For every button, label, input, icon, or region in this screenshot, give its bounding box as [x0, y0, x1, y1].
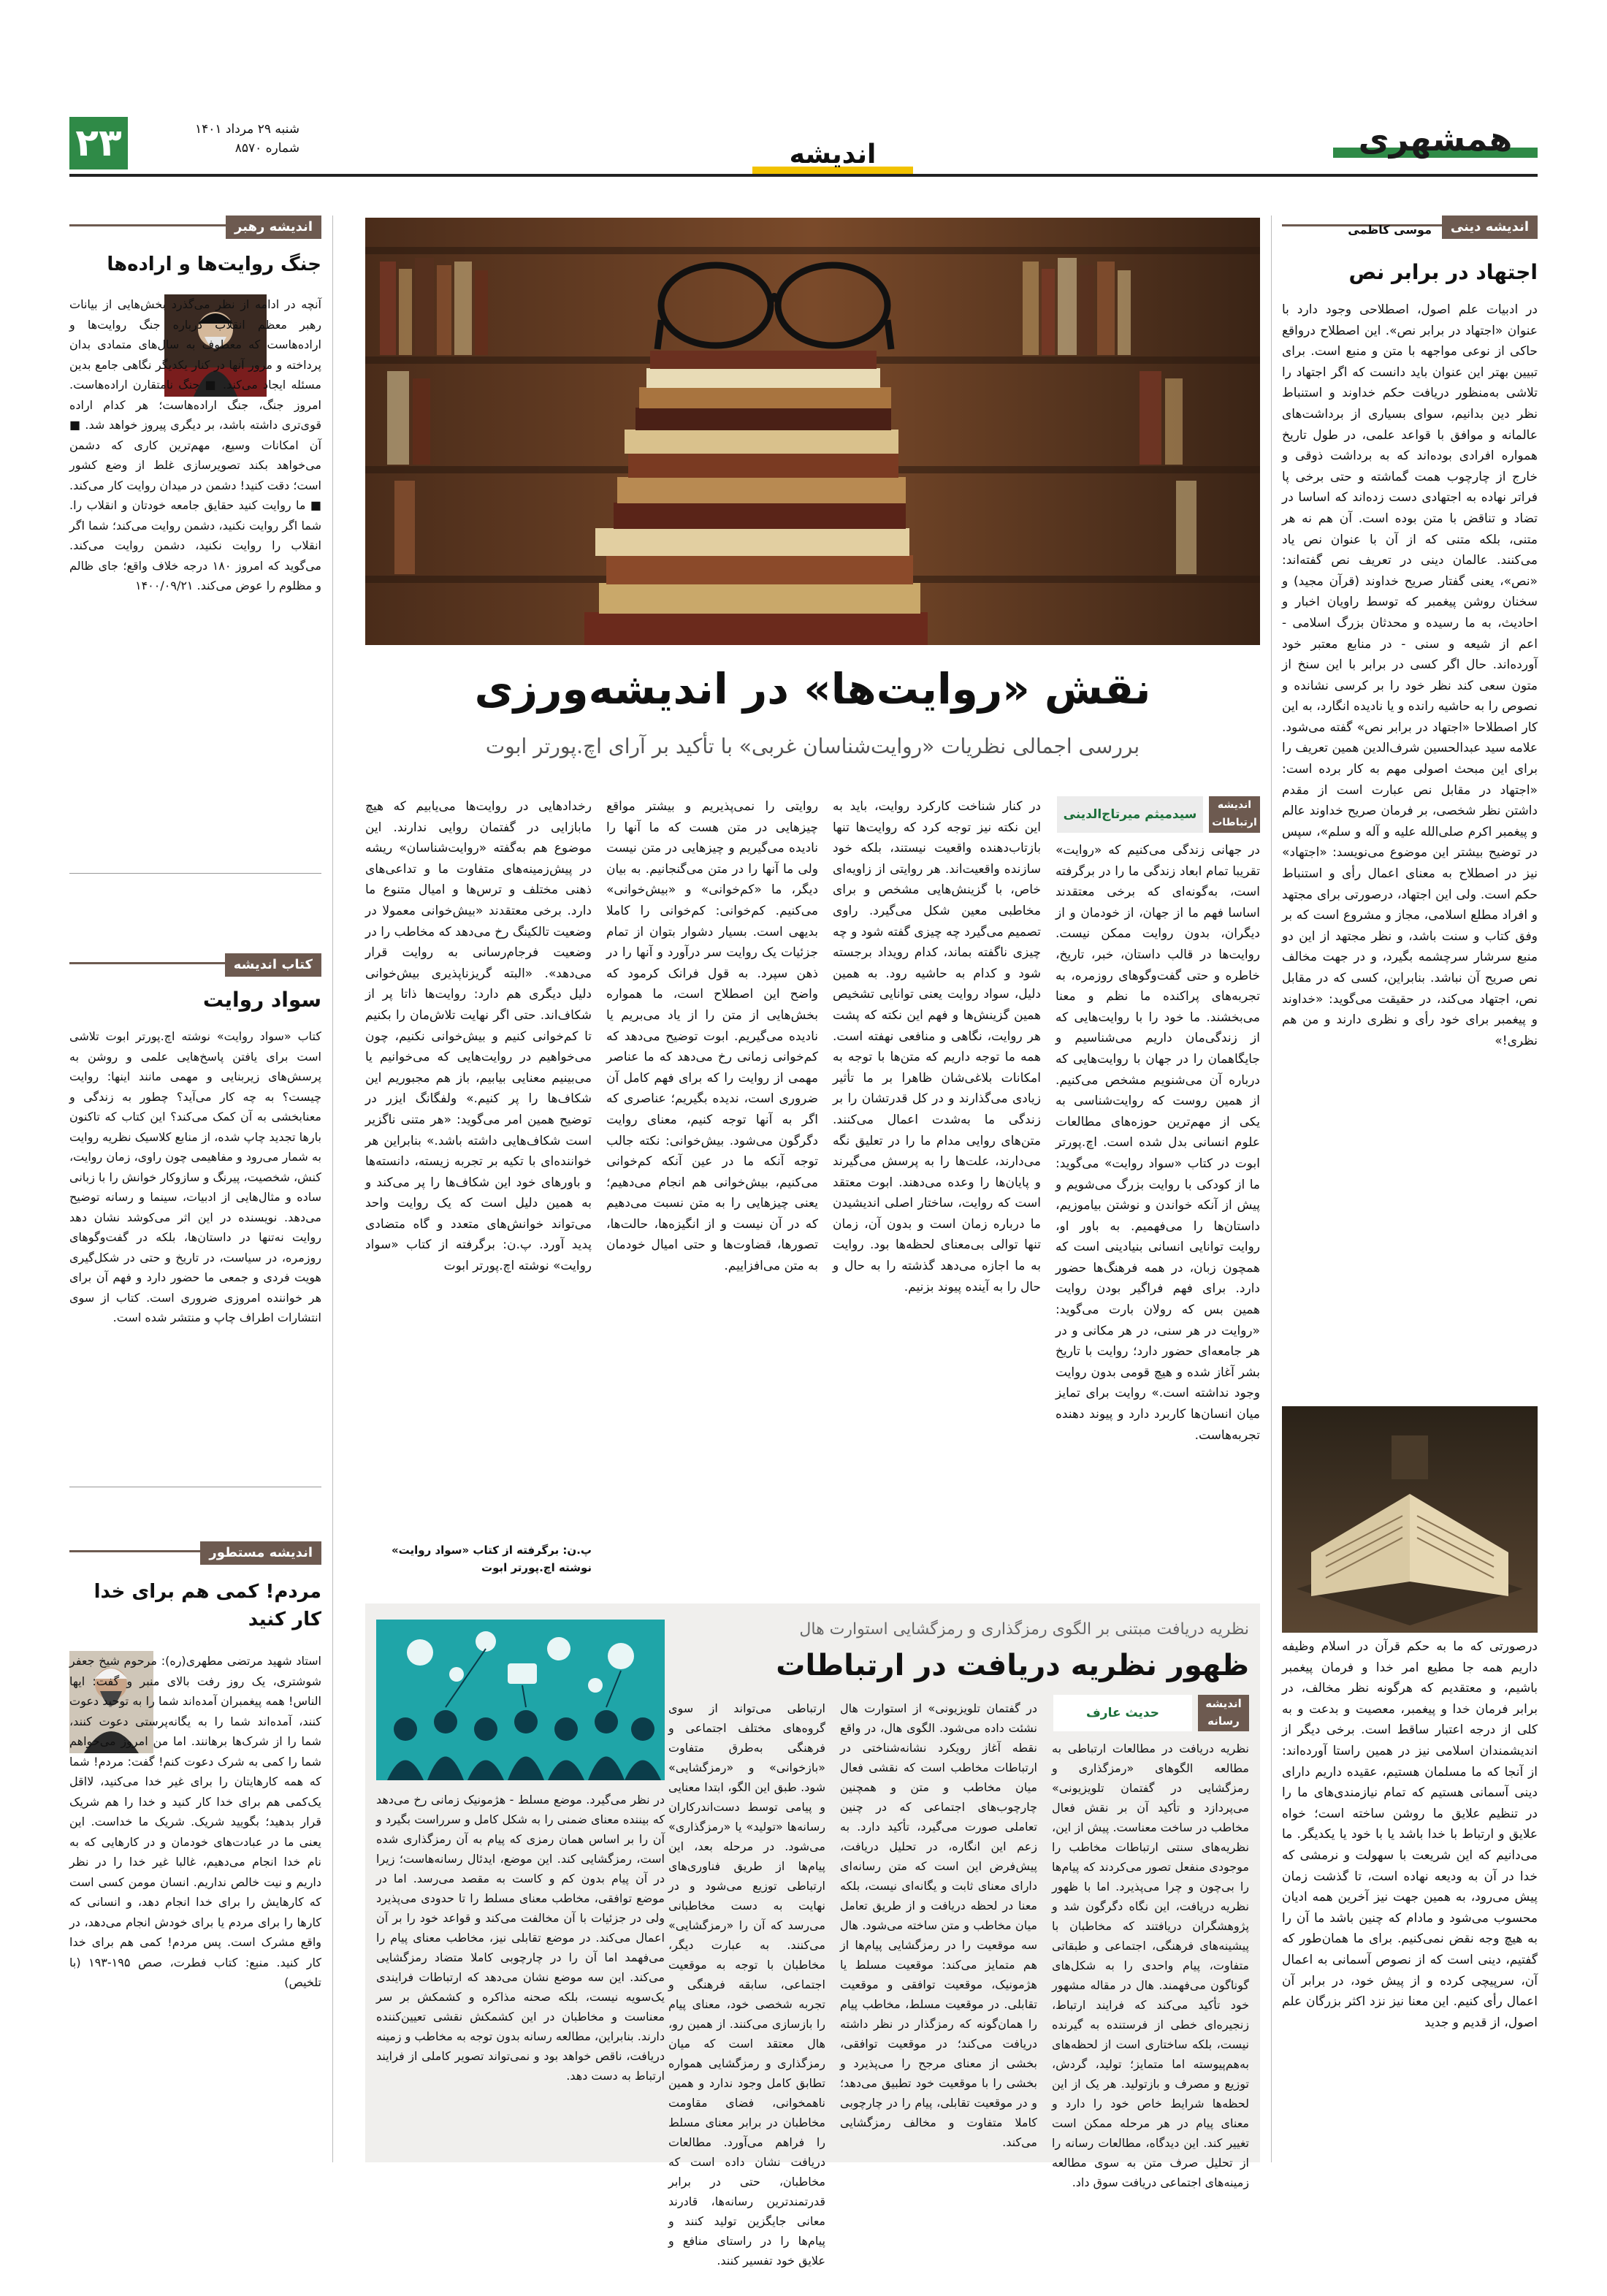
divider-right: [1271, 216, 1272, 2162]
bottom-kicker: اندیشه رسانه: [1198, 1695, 1249, 1731]
section-label: اندیشه: [789, 140, 877, 169]
lead-photo: [365, 218, 1260, 645]
audience-graphic: [376, 1620, 665, 1780]
right-title: اجتهاد در برابر نص: [1348, 260, 1538, 284]
lead-subtitle: بررسی اجمالی نظریات «روایت‌شناسان غربی» با تأکید بر آرای اچ.پورتر ابوت: [485, 734, 1140, 758]
right-body-2: درصورتی که ما به حکم قرآن در اسلام وظیفه داریم همه جا مطیع امر خدا و فرمان پیغمبر باشیم، و معتقدیم که هرگونه نظر مخالف، در برابر فرمان خدا و پیغمبر، معصیت و بدعت و به کلی از درجه اعتبار ساقط است. برخی دیگر از اندیشمندان اسلامی نیز در همین راستا آورده‌اند: از آنجا که ما مسلمان هستیم، عقیده داریم دارای دینی آسمانی هستیم که تمام نیازمندی‌های ما را در تنظیم علایق ما روشن ساخته است؛ خواه علایق و ارتباط با خدا باشد یا با خود یا یکدیگر. ما می‌دانیم که این شریعت با سهولت و نرمشی که خدا در آن به ودیعه نهاده است، تا گذشت زمان پیش می‌رود، به همین جهت نیز آخرین همه ادیان محسوب می‌شود و مادام که چنین باشد ما آن را به هیچ وجه نقض نمی‌کنیم. برای ما همان‌طور که گفتیم، دینی است که از نصوص آسمانی به اعمال آن، سرپیچی کرده و از پیش خود، در برابر آن اعمال رأی کنیم. این معنا نیز نزد اکثر بزرگان علم اصول، از قدیم و جدید: [1282, 1639, 1538, 2030]
right-body-1: در ادبیات علم اصول، اصطلاحی وجود دارد با عنوان «اجتهاد در برابر نص». این اصطلاح درواقع حاکی از نوعی مواجهه با متن و منبع است. برای تبیین بهتر این عنوان باید دانست که اگر اجتهاد را تلاشی به‌منظور دریافت حکم خداوند و استنباط نظر دین بدانیم، سوای بسیاری از برداشت‌های عالمانه و موافق با قواعد علمی، در طول تاریخ همواره افرادی بوده‌اند که به برداشت ذوقی و خارج از چارچوب همت گماشته و حتی برخی پا فراتر نهاده به اجتهادی دست زده‌اند که اساسا در تضاد و تناقض با متن بوده است. آن هم نه هر متنی، بلکه متنی که از آن با عنوان نص یاد می‌کنند. عالمان دینی در تعریف نص گفته‌اند: «نص»، یعنی گفتار صریح خداوند (قرآن مجید) و سخنان روشن پیغمبر که توسط راویان اخبار و احادیث، به ما رسیده و محدثان بزرگ اسلامی - اعم از شیعه و سنی - در منابع معتبر خود آورده‌اند. حال اگر کسی در برابر با این سنخ از متون سعی کند نظر خود را بر کرسی نشانده و نصوص را به حاشیه رانده و یا نادیده انگارد، به این کار اصطلاحا «اجتهاد در برابر نص» گفته می‌شود. علامه سید عبدالحسین شرف‌الدین همین تعریف را برای این مبحث اصولی مهم به کار برده است: «اجتهاد در مقابل نص عبارت است از مقدم داشتن نظر شخصی، بر فرمان صریح خداوند عالم و پیغمبر اکرم صلی‌الله علیه و آله و سلم»، سپس در توضیح بیشتر این موضوع می‌نویسد: «اجتهاد» نیز در اصطلاح به معنای اعمال رأی و استنباط حکم است. ولی این اجتهاد، درصورتی برای مجتهد و افراد مطلع اسلامی، مجاز و مشروع است که بر وفق کتاب و سنت باشد، و نظر مجتهد از این دو منبع سرشار سرچشمه بگیرد، و در جهت مخالف نص صریح آن نباشد. بنابراین، کسی که در مقابل نص، اجتهاد می‌کند، در حقیقت می‌گوید: «خداوند و پیغمبر برای خود رأی و نظری دارند و من هم نظری!»: [1282, 302, 1538, 1048]
divider-left: [332, 216, 333, 2162]
leader-kicker: اندیشه رهبر: [226, 216, 321, 239]
bottom-author: حدیث عارف: [1053, 1695, 1192, 1731]
mottahari-box: [69, 1541, 321, 2162]
bottom-col-3: ارتباطی می‌تواند از سوی گروه‌های مختلف اجتماعی و فرهنگی به‌طرق متفاوت «بازخوانی» و «رمزگشایی» شود. طبق این الگو، ابتدا معنایی و پیامی توسط دست‌اندرکاران رسانه‌ها «تولید» یا «رمزگذاری» می‌شود. در مرحله بعد، این پیام‌ها از طریق فناوری‌های ارتباطی توزیع می‌شود و در نهایت به دست مخاطبانی می‌رسد که آن را «رمزگشایی» می‌کنند. به عبارت دیگر، مخاطبان با توجه به موقعیت اجتماعی، سابقه فرهنگی و تجربه شخصی خود، معنای پیام را بازسازی می‌کنند. از همین رو، هال معتقد است که میان رمزگذاری و رمزگشایی همواره تطابق کامل وجود ندارد و همین ناهمخوانی، فضای مقاومت مخاطبان در برابر معنای مسلط را فراهم می‌آورد. مطالعات دریافت نشان داده است که مخاطبان، حتی در برابر قدرتمندترین رسانه‌ها، قادرند معانی جایگزین تولید کنند و پیام‌ها را در راستای منافع و علایق خود تفسیر کنند.: [668, 1701, 825, 2268]
mottahari-title: مردم! کمی هم برای خدا کار کنید: [93, 1581, 321, 1631]
mottahari-kicker: اندیشه مستطور: [200, 1541, 321, 1565]
bottom-title: ظهور نظریه دریافت در ارتباطات: [776, 1649, 1249, 1682]
lead-kicker: اندیشه ارتباطات: [1209, 796, 1260, 833]
bottom-overline: نظریه دریافت مبتنی بر الگوی رمزگذاری و رمزگشایی استوارت هال: [799, 1620, 1249, 1639]
page-number: ۲۳: [75, 121, 122, 165]
bottom-col-4: در نظر می‌گیرد. موضع مسلط - هژمونیک زمانی رخ می‌دهد که بیننده معنای ضمنی را به شکل کامل و سرراست بگیرد و آن را بر اساس همان رمزی که پیام به آن رمزگذاری شده است، رمزگشایی کند. این موضع، ایدئال رسانه‌هاست؛ زیرا در آن پیام بدون کم و کاست به مقصد می‌رسد. اما در موضع توافقی، مخاطب معنای مسلط را تا حدودی می‌پذیرد ولی در جزئیات با آن مخالفت می‌کند و قواعد خود را بر آن اعمال می‌کند. در موضع تقابلی نیز، مخاطب معنای پیام را می‌فهمد اما آن را در چارچوبی کاملا متضاد رمزگشایی می‌کند. این سه موضع نشان می‌دهد که ارتباطات فرایندی یک‌سویه نیست، بلکه صحنه مذاکره و کشمکش بر سر معناست و مخاطبان در این کشمکش نقشی تعیین‌کننده دارند. بنابراین، مطالعه رسانه بدون توجه به مخاطب و زمینه دریافت، ناقص خواهد بود و نمی‌تواند تصویر کاملی از فرایند ارتباط به دست دهد.: [376, 1793, 665, 2083]
quran-photo: [1282, 1406, 1538, 1633]
page-header: [0, 0, 1607, 190]
issue-info: [139, 120, 299, 158]
leader-title: جنگ روایت‌ها و اراده‌ها: [107, 253, 321, 275]
newspaper-logo: [1333, 115, 1538, 165]
page-number-box: [69, 117, 128, 169]
lead-byline: [1056, 796, 1260, 833]
lead-col-4: رخدادهایی در روایت‌ها می‌یابیم که هیچ مابازایی در گفتمان روایی ندارند. این موضوع هم به‌گفته «روایت‌شناسان» ریشه در پیش‌زمینه‌های متفاوت ما و تداعی‌های ذهنی مختلف و ترس‌ها و امیال متنوع ما دارد. برخی معتقدند «بیش‌خوانی معمولا در وضعیت تالکینگ رخ می‌دهد که مخاطب را در وضعیت فرجام‌رسانی به روایت قرار می‌دهد». «البته گریزناپذیری بیش‌خوانی دلیل دیگری هم دارد: روایت‌ها ذاتا پر از شکاف‌اند. حتی اگر نهایت تلاش‌مان را بکنیم تا کم‌خوانی کنیم و بیش‌خوانی نکنیم، چون می‌خواهیم در روایت‌هایی که می‌خوانیم یا می‌بینیم معنایی بیابیم، باز هم مجبوریم این شکاف‌ها را پر کنیم.» ولفگانگ ایزر در توضیح همین امر می‌گوید: «هر متنی ناگزیر است شکاف‌هایی داشته باشد.» بنابراین هر خواننده‌ای با تکیه بر تجربه زیسته، دانسته‌ها و باورهای خود این شکاف‌ها را پر می‌کند و به همین دلیل است که یک روایت واحد می‌تواند خوانش‌های متعدد و گاه متضادی پدید آورد. پ.ن: برگرفته از کتاب «سواد روایت» نوشته اچ.پورتر ابوت: [365, 799, 592, 1274]
books-image: [365, 218, 1260, 645]
lead-col-1: در جهانی زندگی می‌کنیم که «روایت» تقریبا تمام ابعاد زندگی ما را در برگرفته است، به‌گونه‌ای که برخی معتقدند اساسا فهم ما از جهان، از خودمان و از دیگران، بدون روایت ممکن نیست. روایت‌ها در قالب داستان، خبر، تاریخ، خاطره و حتی گفت‌وگوهای روزمره، به تجربه‌های پراکنده ما نظم و معنا می‌بخشند. ما خود را با روایت‌هایی که از زندگی‌مان داریم می‌شناسیم و جایگاهمان را در جهان با روایت‌هایی که درباره آن می‌شنویم مشخص می‌کنیم. از همین روست که روایت‌شناسی به یکی از مهم‌ترین حوزه‌های مطالعات علوم انسانی بدل شده است. اچ.پورتر ابوت در کتاب «سواد روایت» می‌گوید: ما از کودکی با روایت بزرگ می‌شویم و پیش از آنکه خواندن و نوشتن بیاموزیم، داستان‌ها را می‌فهمیم. به باور او، روایت توانایی انسانی بنیادینی است که همچون زبان، در همه فرهنگ‌ها حضور دارد. برای فهم فراگیر بودن روایت همین بس که رولان بارت می‌گوید: «روایت در هر سنی، در هر مکانی و در هر جامعه‌ای حضور دارد؛ روایت با تاریخ بشر آغاز شده و هیچ قومی بدون روایت وجود نداشته است.» روایت برای تمایز میان انسان‌ها کاربرد دارد و پیوند دهنده تجربه‌هاست.: [1056, 843, 1260, 1443]
mottahari-body: استاد شهید مرتضی مطهری(ره): مرحوم شیخ جعفر شوشتری، یک روز رفت بالای منبر و گفت: ایها الناس! همه پیغمبران آمده‌اند شما را به توحید دعوت کنند، آمده‌اند شما را به یگانه‌پرستی دعوت کنند، شما را از شرک‌ها برهانند. اما من امروز می‌خواهم شما را کمی به شرک دعوت کنم! گفت: مردم! شما که همه کارهایتان را برای غیر خدا می‌کنید، لااقل یک‌کمی هم برای خدا کار کنید و خدا را هم شریک قرار بدهید؛ بگویید شریک. شریک ما خداست. این یعنی ما در عبادت‌های خودمان و در کارهایی که به نام خدا انجام می‌دهیم، غالبا غیر خدا را در نظر داریم و نیت خالص نداریم. انسان مومن کسی است که کارهایش را برای خدا انجام دهد، و انسانی که کارها را برای مردم یا برای خودش انجام می‌دهد، در واقع مشرک است. پس مردم! کمی هم برای خدا کار کنید. منبع: کتاب فطرت، صص ۱۹۵-۱۹۳ (با تلخیص): [69, 1654, 322, 1989]
book-box: [69, 953, 321, 1457]
right-author: موسی کاظمی: [1348, 223, 1432, 237]
logo-text: همشهری: [1358, 119, 1513, 159]
issue-number: شماره ۸۵۷۰: [234, 141, 299, 156]
left-column: [69, 216, 321, 2162]
lead-title: نقش «روایت‌ها» در اندیشه‌ورزی: [474, 664, 1151, 714]
logo-graphic: [1333, 115, 1538, 165]
lead-col-2: در کنار شناخت کارکرد روایت، باید به این نکته نیز توجه کرد که روایت‌ها تنها بازتاب‌دهنده واقعیت نیستند، بلکه خود سازنده واقعیت‌اند. هر روایتی از زاویه‌ای خاص، با گزینش‌هایی مشخص و برای مخاطبی معین شکل می‌گیرد. راوی تصمیم می‌گیرد چه چیزی گفته شود و چه چیزی ناگفته بماند، کدام رویداد برجسته شود و کدام به حاشیه رود. به همین دلیل، سواد روایت یعنی توانایی تشخیص همین گزینش‌ها و فهم این نکته که پشت هر روایت، نگاهی و منافعی نهفته است. همه ما توجه داریم که متن‌ها با توجه به امکانات بلاغی‌شان ظاهرا بر ما تأثیر زیادی می‌گذارند و در کل قدرتشان را بر زندگی ما به‌شدت اعمال می‌کنند. متن‌های روایی مدام ما را در تعلیق نگه می‌دارند، علت‌ها را به پرسش می‌گیرند و پایان‌ها را وعده می‌دهند. ابوت معتقد است که روایت، ساختار اصلی اندیشیدن ما درباره زمان است و بدون آن، زمان تنها توالی بی‌معنای لحظه‌ها بود. روایت به ما اجازه می‌دهد گذشته را به حال و حال را به آینده پیوند بزنیم.: [833, 799, 1041, 1294]
issue-date: شنبه ۲۹ مرداد ۱۴۰۱: [195, 122, 299, 137]
quran-image: [1282, 1406, 1538, 1633]
people-illustration: [376, 1620, 665, 1780]
leader-body: آنچه در ادامه از نظر می‌گذرد بخش‌هایی از بیانات رهبر معظم انقلاب درباره جنگ روایت‌ها و اراده‌هاست که معطوف به سال‌های متمادی بدان پرداخته و مرور آنها در کنار یکدیگر نگاهی جامع بدین مسئله ایجاد می‌کند. ■ جنگ نامتقارن اراده‌هاست. امروز جنگ، جنگ اراده‌هاست؛ هر کدام اراده قوی‌تری داشته باشد، بر دیگری پیروز خواهد شد. ■ آن امکانات وسیع، مهم‌ترین کاری که دشمن می‌خواهد بکند تصویرسازی غلط از وضع کشور است؛ دقت کنید! دشمن در میدان روایت کار می‌کند. ■ ما روایت کنید حقایق جامعه خودتان و انقلاب را. شما اگر روایت نکنید، دشمن روایت می‌کند؛ شما اگر انقلاب را روایت نکنید، دشمن روایت می‌کند. می‌گوید که امروز ۱۸۰ درجه خلاف واقع؛ جای ظالم و مظلوم را عوض می‌کند. ۱۴۰۰/۰۹/۲۱: [69, 297, 321, 592]
book-title: سواد روایت: [202, 988, 321, 1012]
lead-author: سیدمیثم میرتاج‌الدینی: [1057, 796, 1203, 833]
lead-col-3: روایتی را نمی‌پذیریم و بیشتر مواقع چیزهایی در متن هست که ما آنها را نادیده می‌گیریم و چیزهایی در متن نیست ولی ما آنها را در متن می‌گنجانیم. به بیان دیگر، ما «کم‌خوانی» و «بیش‌خوانی» می‌کنیم. کم‌خوانی: کم‌خوانی را کاملا بدیهی است. بسیار دشوار بتوان از تمام جزئیات یک روایت سر درآورد و آنها را در ذهن سپرد. به قول فرانک کرمود که واضح این اصطلاح است، ما همواره بخش‌هایی از متن را از یاد می‌بریم یا نادیده می‌گیریم. ابوت توضیح می‌دهد که کم‌خوانی زمانی رخ می‌دهد که ما عناصر مهمی از روایت را که برای فهم کامل آن ضروری است، ندیده بگیریم؛ عناصری که اگر به آنها توجه کنیم، معنای روایت دگرگون می‌شود. بیش‌خوانی: نکته جالب توجه آنکه ما در عین آنکه کم‌خوانی می‌کنیم، بیش‌خوانی هم انجام می‌دهیم؛ یعنی چیزهایی را به متن نسبت می‌دهیم که در آن نیست و از انگیزه‌ها، حالت‌ها، تصورها، قضاوت‌ها و حتی امیال خودمان به متن می‌افزاییم.: [606, 799, 818, 1274]
lead-note: پ.ن: برگرفته از کتاب «سواد روایت» نوشته اچ.پورتر ابوت: [391, 1544, 592, 1574]
right-column: [1282, 216, 1538, 2162]
book-kicker: کتاب اندیشه: [225, 953, 321, 977]
right-kicker: اندیشه دینی: [1442, 216, 1538, 239]
bottom-col-1: نظریه دریافت در مطالعات ارتباطی به مطالعه الگوهای «رمزگذاری و رمزگشایی در گفتمان تلویزیونی» می‌پردازد و تأکید آن بر نقش فعال مخاطب در ساخت معناست. پیش از این، نظریه‌های سنتی ارتباطات مخاطب را موجودی منفعل تصور می‌کردند که پیام‌ها را بی‌چون و چرا می‌پذیرد. اما با ظهور نظریه دریافت، این نگاه دگرگون شد و پژوهشگران دریافتند که مخاطبان با پیشینه‌های فرهنگی، اجتماعی و طبقاتی متفاوت، پیام واحدی را به شکل‌های گوناگون می‌فهمند. هال در مقاله مشهور خود تأکید می‌کند که فرایند ارتباط، زنجیره‌ای خطی از فرستنده به گیرنده نیست، بلکه ساختاری است از لحظه‌های به‌هم‌پیوسته اما متمایز؛ تولید، گردش، توزیع و مصرف و بازتولید. هر یک از این لحظه‌ها شرایط خاص خود را دارد و معنای پیام در هر مرحله ممکن است تغییر کند. این دیدگاه، مطالعات رسانه را از تحلیل صرف متن به سوی مطالعه زمینه‌های اجتماعی دریافت سوق داد.: [1052, 1742, 1249, 2189]
bottom-col-2: در گفتمان تلویزیونی» از استوارت هال نشئت داده می‌شود. الگوی هال، در واقع نقطه آغاز رویکرد نشانه‌شناختی در ارتباطات مخاطب است که نقشی فعال میان مخاطب و متن و همچنین چارچوب‌های اجتماعی که در چنین تعاملی صورت می‌گیرد، تأکید دارد. به زعم این انگاره، در تحلیل دریافت، پیش‌فرض این است که متن رسانه‌ای دارای معنای ثابت و یگانه‌ای نیست، بلکه معنا در لحظه دریافت و از طریق تعامل میان مخاطب و متن ساخته می‌شود. هال سه موقعیت را در رمزگشایی پیام‌ها از هم متمایز می‌کند: موقعیت مسلط یا هژمونیک، موقعیت توافقی و موقعیت تقابلی. در موقعیت مسلط، مخاطب پیام را همان‌گونه که رمزگذار در نظر داشته دریافت می‌کند؛ در موقعیت توافقی، بخشی از معنای مرجح را می‌پذیرد و بخشی را با موقعیت خود تطبیق می‌دهد؛ و در موقعیت تقابلی، پیام را در چارچوبی کاملا متفاوت و مخالف رمزگشایی می‌کند.: [840, 1701, 1037, 2149]
book-body: کتاب «سواد روایت» نوشته اچ.پورتر ابوت تلاشی است برای یافتن پاسخ‌هایی علمی و روشن به پرسش‌های زیربنایی و مهمی مانند اینها: روایت چیست؟ به چه کار می‌آید؟ چطور به زندگی و معنابخشی به آن کمک می‌کند؟ این کتاب که تاکنون بارها تجدید چاپ شده، از منابع کلاسیک نظریه روایت به شمار می‌رود و مفاهیمی چون راوی، زمان روایت، کنش، شخصیت، پیرنگ و سازوکار خوانش را با زبانی ساده و مثال‌هایی از ادبیات، سینما و رسانه توضیح می‌دهد. نویسنده در این اثر می‌کوشد نشان دهد روایت نه‌تنها در داستان‌ها، بلکه در گفت‌وگوهای روزمره، در سیاست، در تاریخ و حتی در شکل‌گیری هویت فردی و جمعی ما حضور دارد و فهم آن برای هر خواننده امروزی ضروری است. کتاب از سوی انتشارات اطراف چاپ و منتشر شده است.: [69, 1029, 321, 1324]
bottom-box: [365, 1603, 1260, 2268]
header-rule: [69, 174, 1538, 177]
